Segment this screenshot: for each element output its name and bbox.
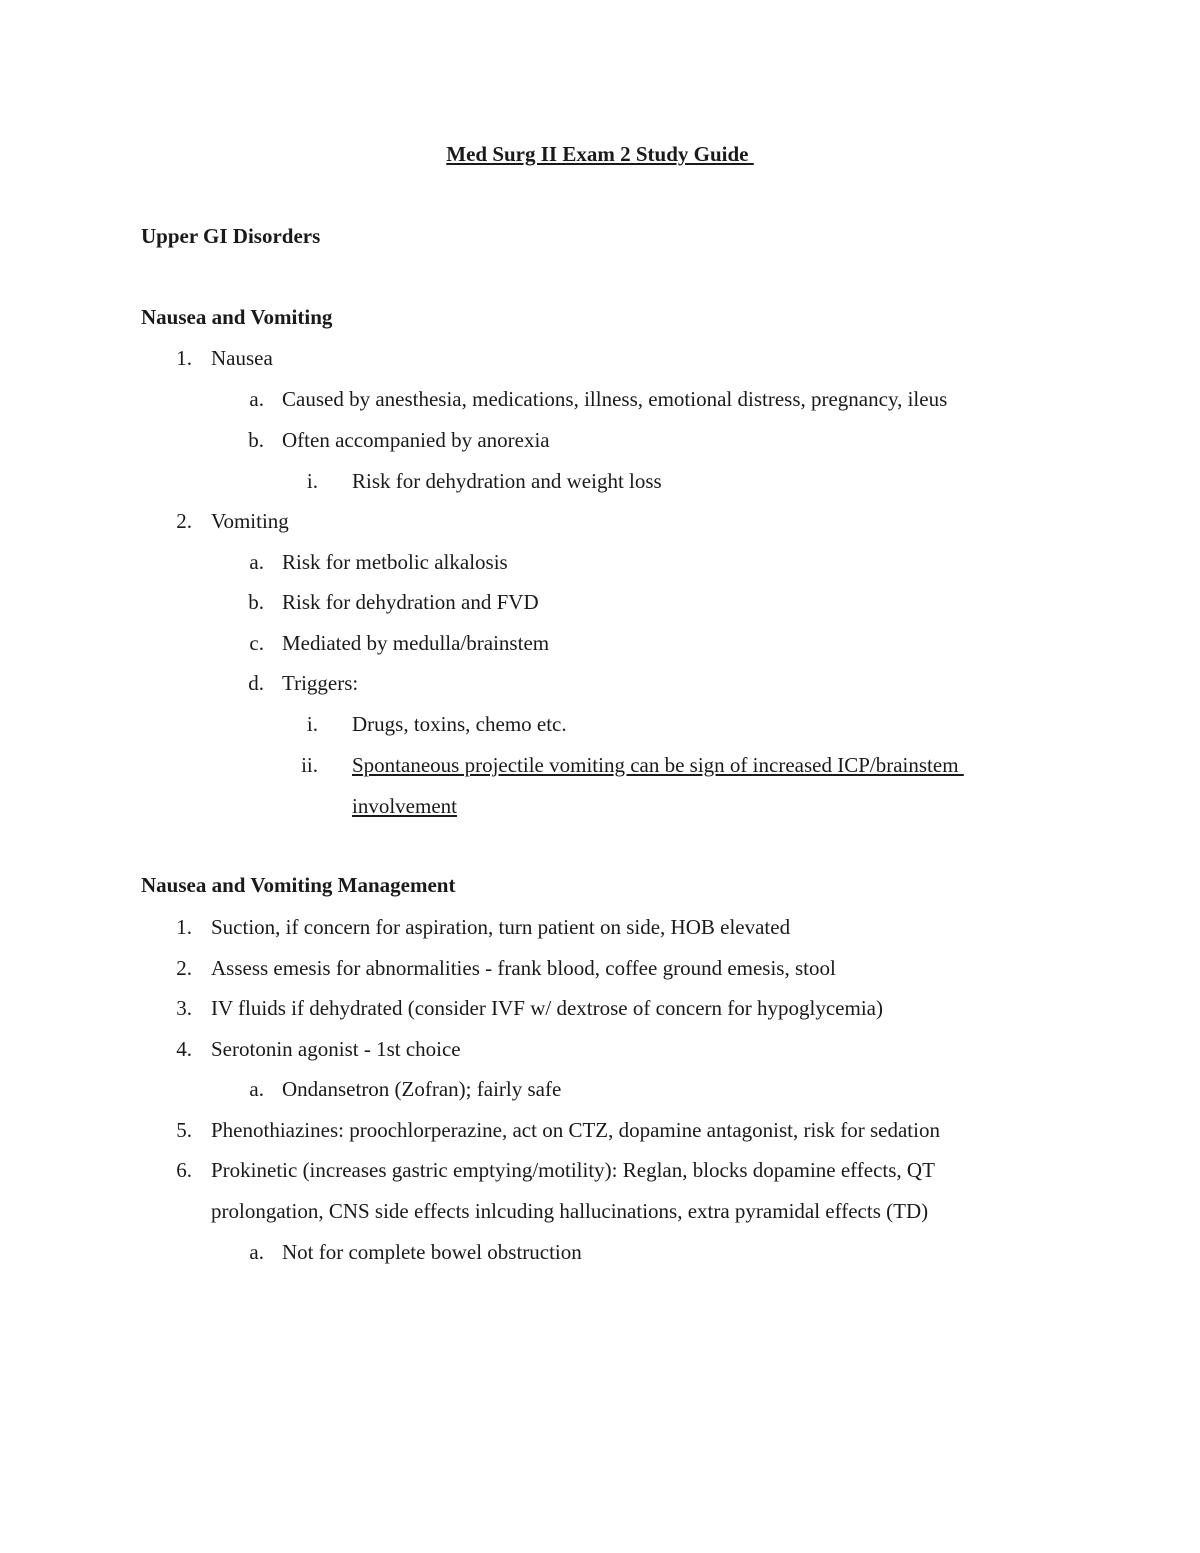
list-marker: 1. <box>176 346 192 370</box>
heading-nausea-vomiting: Nausea and Vomiting <box>141 305 333 329</box>
list-marker: b. <box>248 428 264 452</box>
list-marker: i. <box>306 469 318 493</box>
list-text: Drugs, toxins, chemo etc. <box>352 712 567 736</box>
list-text: Suction, if concern for aspiration, turn patient on side, HOB elevated <box>211 915 791 939</box>
list-text: Risk for metbolic alkalosis <box>282 550 508 574</box>
list-marker: i. <box>306 712 318 736</box>
list-marker: a. <box>249 550 264 574</box>
list-text: Vomiting <box>211 509 289 533</box>
list-text: Nausea <box>211 346 273 370</box>
list-marker: 4. <box>176 1037 192 1061</box>
list-text: Risk for dehydration and FVD <box>282 590 539 614</box>
list-text: Not for complete bowel obstruction <box>282 1240 582 1264</box>
list-text: Risk for dehydration and weight loss <box>352 469 662 493</box>
list-marker: 1. <box>176 915 192 939</box>
list-text: Triggers: <box>282 671 359 695</box>
list-marker: b. <box>248 590 264 614</box>
list-marker: a. <box>249 1240 264 1264</box>
heading-nausea-vomiting-management: Nausea and Vomiting Management <box>141 873 456 897</box>
list-marker: ii. <box>301 753 318 777</box>
section-heading-upper-gi: Upper GI Disorders <box>141 224 321 248</box>
list-marker: 5. <box>176 1118 192 1142</box>
list-marker: d. <box>248 671 264 695</box>
list-text: Assess emesis for abnormalities - frank blood, coffee ground emesis, stool <box>211 956 836 980</box>
list-text: IV fluids if dehydrated (consider IVF w/ dextrose of concern for hypoglycemia) <box>211 996 883 1020</box>
document-title: Med Surg II Exam 2 Study Guide <box>446 142 754 166</box>
list-text: Mediated by medulla/brainstem <box>282 631 550 655</box>
list-marker: c. <box>249 631 264 655</box>
list-marker: a. <box>249 387 264 411</box>
list-text: Serotonin agonist - 1st choice <box>211 1037 461 1061</box>
list-marker: 2. <box>176 956 192 980</box>
list-text: Often accompanied by anorexia <box>282 428 550 452</box>
list-text: Ondansetron (Zofran); fairly safe <box>282 1077 562 1101</box>
list-marker: a. <box>249 1077 264 1101</box>
list-text: involvement <box>352 794 457 818</box>
list-text: prolongation, CNS side effects inlcuding hallucinations, extra pyramidal effects (TD) <box>211 1199 929 1223</box>
list-text: Phenothiazines: proochlorperazine, act on CTZ, dopamine antagonist, risk for sedation <box>211 1118 940 1142</box>
list-marker: 3. <box>176 996 192 1020</box>
list-text: Caused by anesthesia, medications, illness, emotional distress, pregnancy, ileus <box>282 387 948 411</box>
list-text: Prokinetic (increases gastric emptying/motility): Reglan, blocks dopamine effects, QT <box>211 1158 935 1182</box>
list-marker: 2. <box>176 509 192 533</box>
list-text: Spontaneous projectile vomiting can be sign of increased ICP/brainstem <box>352 753 964 777</box>
list-marker: 6. <box>176 1158 192 1182</box>
